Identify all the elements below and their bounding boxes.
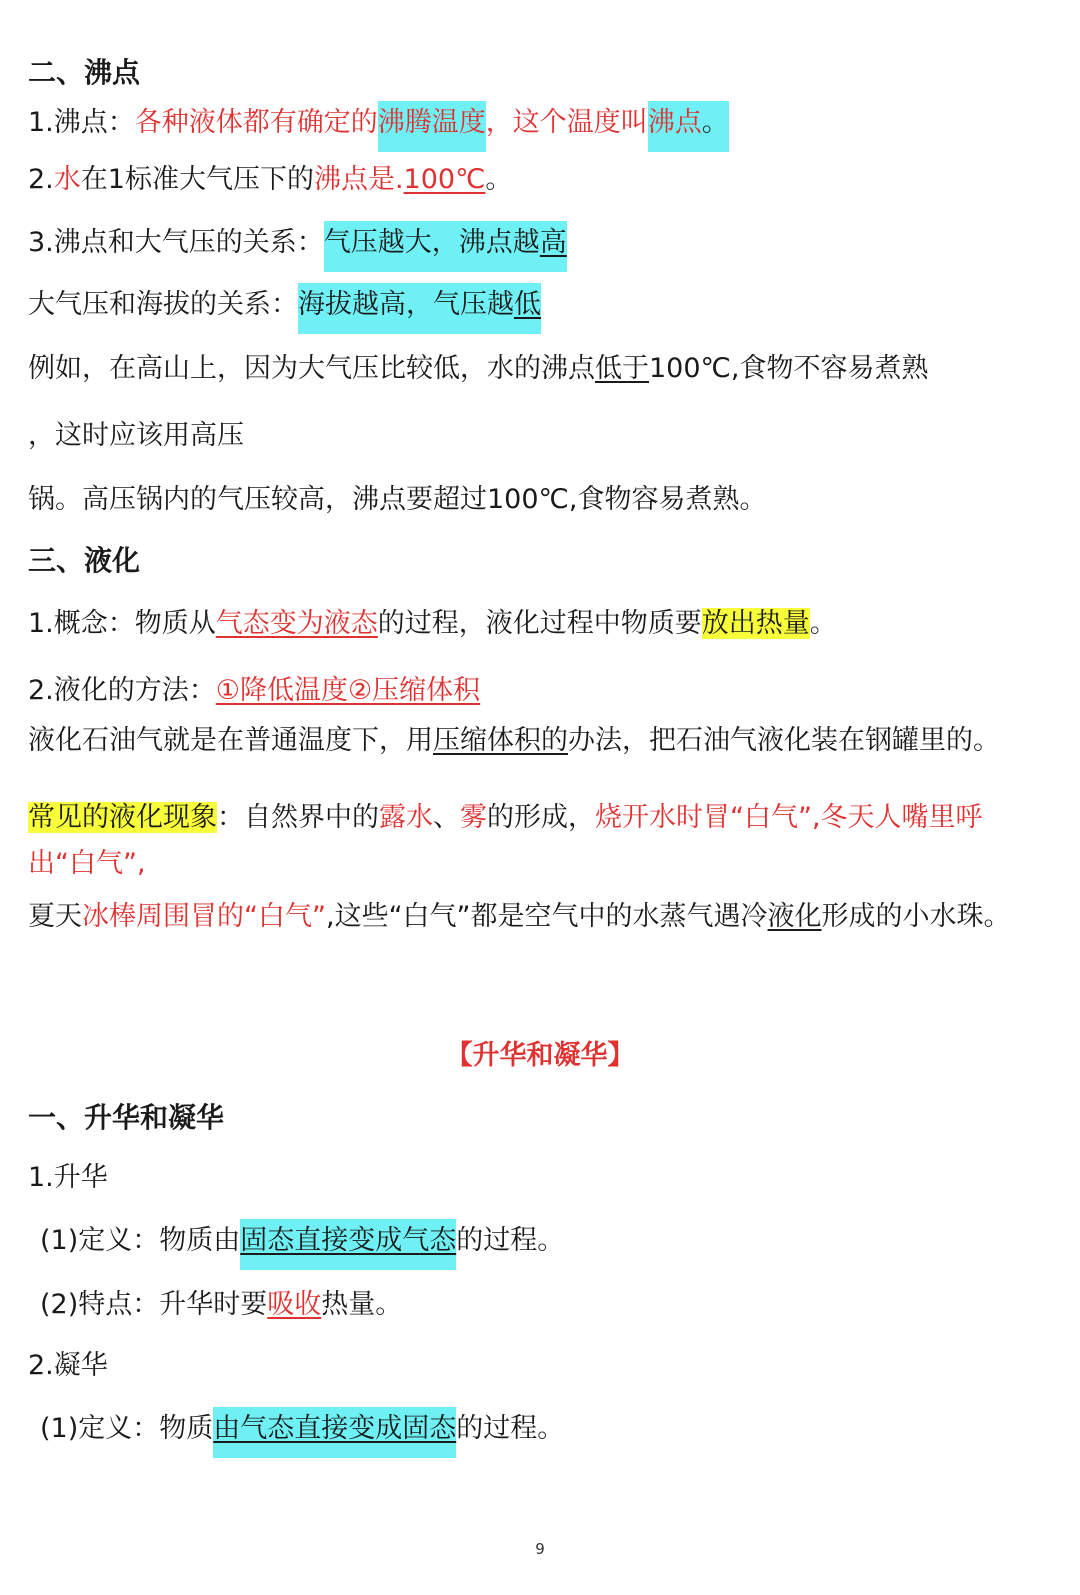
highlight-underlined: 低	[514, 283, 541, 334]
common-liquefaction	[28, 795, 1028, 887]
text-red: 冰棒周围冒的“白气”	[82, 901, 326, 932]
text: 的过程。	[456, 1413, 565, 1444]
sublimation-heading: 1.升华	[28, 1162, 108, 1193]
page-number: 9	[535, 1540, 545, 1558]
highlight-pressure-high: 气压越大，沸点越	[324, 221, 540, 272]
text: 。	[809, 608, 837, 639]
section-heading-sublimation: 一、升华和凝华	[28, 1101, 225, 1134]
text: 100℃,食物不容易煮熟	[649, 353, 929, 384]
example-pressure-cooker-1: ，这时应该用高压	[28, 420, 244, 451]
highlight-underlined: 高	[540, 221, 567, 272]
text: 形成的小水珠。	[821, 901, 1011, 932]
chapter-title: 【升华和凝华】	[445, 1040, 635, 1071]
example-pressure-cooker-2: 锅。高压锅内的气压较高，沸点要超过100℃,食物容易煮熟。	[28, 484, 767, 515]
highlight-common-phenomena: 常见的液化现象	[28, 802, 217, 833]
text: 。	[485, 164, 513, 195]
liquefaction-concept	[28, 605, 1058, 643]
text: (1)定义：物质由	[40, 1225, 241, 1256]
text-underlined: 低于	[595, 353, 649, 384]
text-red: 沸点是.	[313, 164, 404, 195]
boiling-pressure-relation	[28, 224, 1058, 262]
text: 、	[433, 802, 460, 833]
text: ,这些“白气”都是空气中的水蒸气遇冷	[325, 901, 768, 932]
text-red: ，这个温度叫	[485, 107, 648, 138]
text: 1.概念：物质从	[28, 608, 216, 639]
liquefaction-methods	[28, 672, 1058, 710]
text-red: 烧开水时冒“白气”,冬天人嘴里呼出“白气”,	[28, 802, 983, 879]
text-red-underlined: 吸收	[267, 1289, 322, 1320]
text-red-underlined: 气态变为液态	[215, 608, 378, 639]
text: 的过程。	[456, 1225, 565, 1256]
highlight-gas-to-solid: 由气态直接变成固态	[213, 1407, 456, 1458]
text: ：自然界中的	[217, 802, 379, 833]
deposition-definition	[40, 1410, 1070, 1448]
sublimation-definition	[40, 1222, 1070, 1260]
text: 1.沸点：	[28, 107, 135, 138]
deposition-heading: 2.凝华	[28, 1350, 108, 1381]
section-heading-liquefaction: 三、液化	[28, 544, 141, 577]
boiling-point-definition	[28, 104, 1058, 142]
text: (1)定义：物质	[40, 1413, 214, 1444]
highlight-boiling-point: 沸点	[648, 101, 702, 152]
lpg-example	[28, 722, 1018, 760]
pressure-altitude-relation	[28, 286, 1058, 324]
text: (2)特点：升华时要	[40, 1289, 268, 1320]
text-underlined: 压缩体积的	[433, 725, 568, 756]
text: 夏天	[28, 901, 82, 932]
summer-white-gas	[28, 896, 1028, 938]
text-red: 水	[53, 164, 81, 195]
section-heading-boiling-point: 二、沸点	[28, 56, 141, 89]
text-red-underlined: ①降低温度②压缩体积	[215, 675, 481, 706]
highlight-solid-to-gas: 固态直接变成气态	[240, 1219, 456, 1270]
text-red: 雾	[460, 802, 487, 833]
text: 2.液化的方法：	[28, 675, 216, 706]
text-red: 各种液体都有确定的	[134, 107, 378, 138]
highlight-altitude-high: 海拔越高，气压越	[298, 283, 514, 334]
highlight-release-heat: 放出热量	[701, 608, 810, 639]
text-red-underlined: 100℃	[403, 164, 486, 195]
text: 2.	[28, 164, 54, 195]
text: 的过程，液化过程中物质要	[377, 608, 702, 639]
text: 热量。	[321, 1289, 403, 1320]
sublimation-feature	[40, 1286, 1070, 1324]
text: 大气压和海拔的关系：	[28, 289, 298, 320]
text: 3.沸点和大气压的关系：	[28, 227, 324, 258]
example-mountain	[28, 350, 1058, 388]
text-underlined: 液化	[767, 901, 822, 932]
text: 液化石油气就是在普通温度下，用	[28, 725, 433, 756]
text: 办法，把石油气液化装在钢罐里的。	[568, 725, 1000, 756]
highlight-boiling-temp: 沸腾温度	[378, 101, 486, 152]
text: 在1标准大气压下的	[80, 164, 314, 195]
text: 的形成，	[487, 802, 595, 833]
water-boiling-point	[28, 161, 1058, 199]
text: 例如，在高山上，因为大气压比较低，水的沸点	[28, 353, 595, 384]
text-red: 露水	[379, 802, 433, 833]
text: 。	[702, 101, 729, 152]
